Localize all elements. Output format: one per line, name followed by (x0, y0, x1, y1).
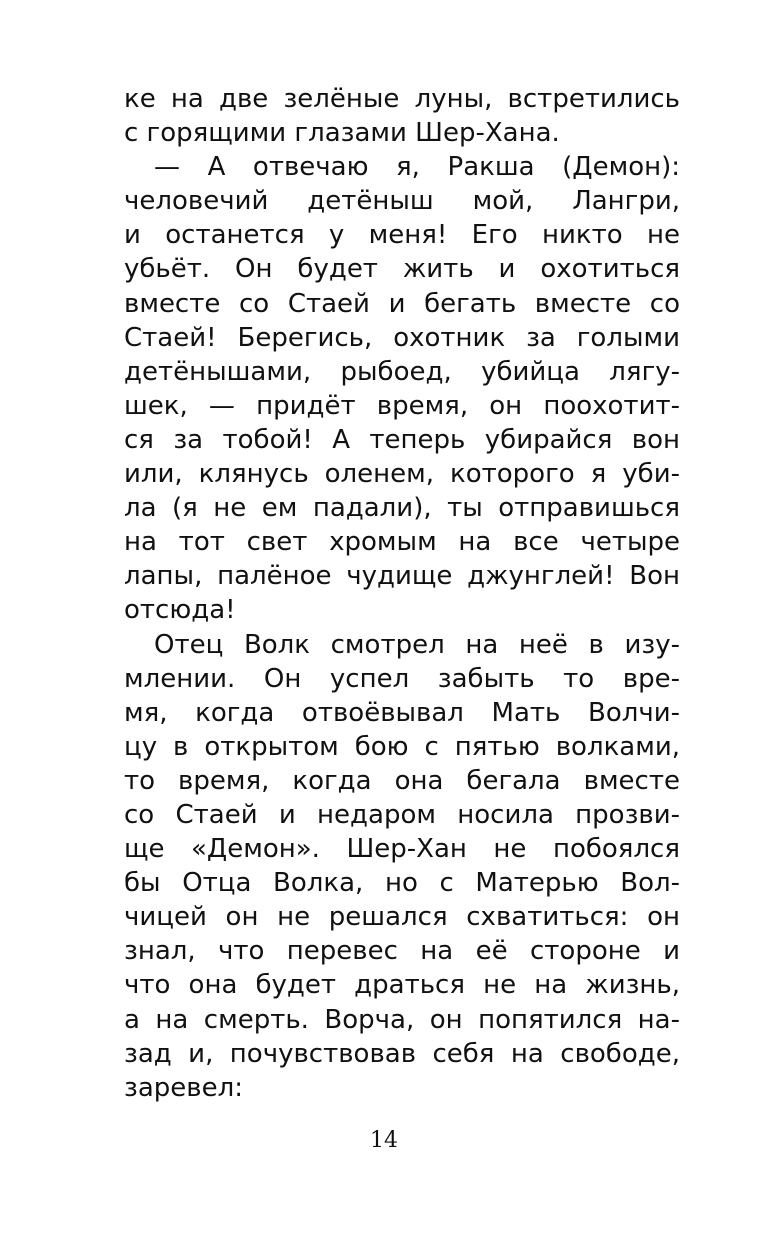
text-line: что она будет драться не на жизнь, (124, 970, 680, 1001)
text-line: то время, когда она бегала вместе (124, 765, 680, 796)
text-line: детёнышами, рыбоед, убийца лягу- (124, 356, 680, 387)
text-line: млении. Он успел забыть то вре- (124, 663, 680, 694)
text-line: ла (я не ем падали), ты отправишься (124, 493, 680, 524)
text-line: цу в открытом бою с пятью волками, (124, 731, 680, 762)
text-line: зад и, почувствовав себя на свободе, (124, 1038, 680, 1069)
body-text (124, 82, 680, 1105)
text-line: отсюда! (124, 595, 236, 626)
text-line: бы Отца Волка, но с Матерью Вол- (124, 868, 680, 899)
text-line: с горящими глазами Шер-Хана. (124, 118, 560, 149)
text-line: или, клянусь оленем, которого я уби- (124, 459, 680, 490)
text-line: ще «Демон». Шер-Хан не побоялся (124, 834, 680, 865)
text-line: вместе со Стаей и бегать вместе со (124, 288, 680, 319)
text-line: Отец Волк смотрел на неё в изу- (154, 629, 680, 660)
text-line: а на смерть. Ворча, он попятился на- (124, 1004, 680, 1035)
text-line: знал, что перевес на её стороне и (124, 936, 680, 967)
text-line: ке на две зелёные луны, встретились (124, 84, 680, 114)
text-line: лапы, палёное чудище джунглей! Вон (124, 561, 680, 592)
text-line: мя, когда отвоёвывал Мать Волчи- (124, 697, 680, 728)
text-line: Стаей! Берегись, охотник за голыми (124, 322, 680, 353)
text-line: убьёт. Он будет жить и охотиться (124, 254, 680, 285)
text-line: шек, — придёт время, он поохотит- (124, 390, 680, 421)
text-line: — А отвечаю я, Ракша (Демон): (154, 152, 680, 183)
text-line: и останется у меня! Его никто не (124, 220, 680, 251)
page-number: 14 (370, 1128, 398, 1153)
text-line: со Стаей и недаром носила прозви- (124, 799, 680, 830)
text-line: человечий детёныш мой, Лангри, (124, 186, 680, 217)
text-line: ся за тобой! А теперь убирайся вон (124, 424, 680, 455)
text-line: чицей он не решался схватиться: он (124, 902, 680, 933)
text-line: заревел: (124, 1072, 243, 1103)
text-line: на тот свет хромым на все четыре (124, 527, 680, 558)
